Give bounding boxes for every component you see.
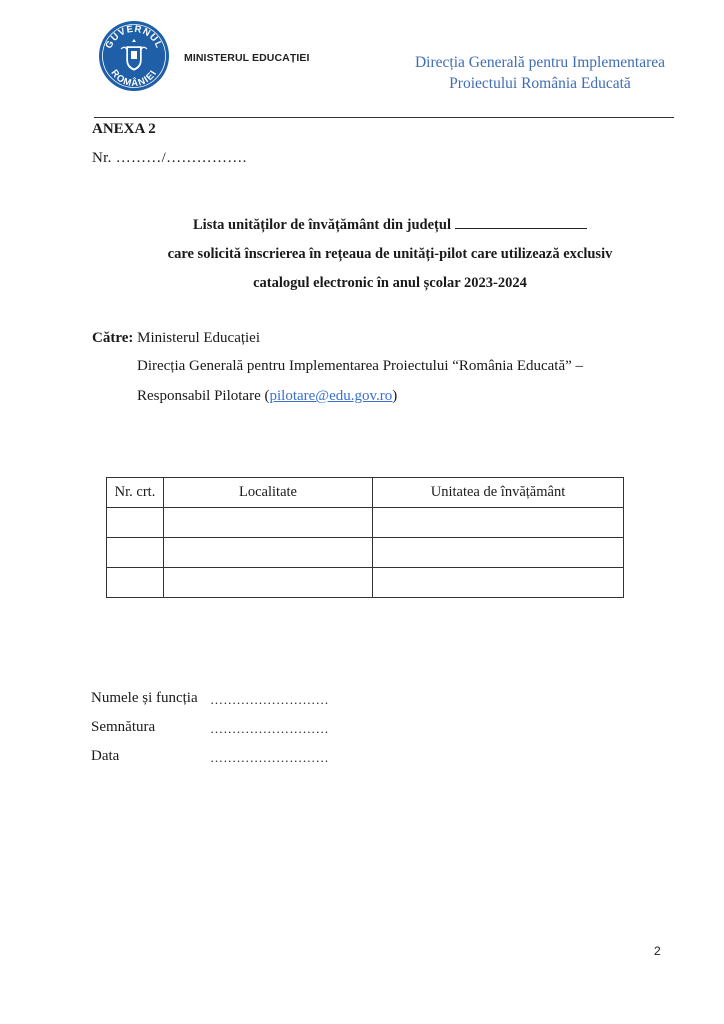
units-table — [106, 477, 624, 598]
government-seal-logo — [98, 20, 170, 92]
header-unitate: Unitatea de învățământ — [373, 478, 624, 508]
table-cell[interactable] — [373, 538, 624, 568]
registration-number: Nr. ………/……………. — [92, 150, 247, 166]
recipient-line — [92, 326, 260, 350]
date-field[interactable]: ……………………… — [210, 750, 329, 765]
table-row — [107, 568, 624, 598]
signature-field[interactable]: ……………………… — [210, 721, 329, 736]
table-cell[interactable] — [164, 568, 373, 598]
responsible-prefix: Responsabil Pilotare ( — [137, 388, 270, 404]
directorate-title-line2: Proiectului România Educată — [449, 75, 631, 92]
table-header-row — [107, 478, 624, 508]
header-localitate: Localitate — [164, 478, 373, 508]
signature-label: Semnătura — [91, 719, 156, 735]
table-cell[interactable] — [107, 538, 164, 568]
table-cell[interactable] — [373, 508, 624, 538]
header-divider — [94, 117, 674, 118]
logo-text-bottom: ROMÂNIEI — [108, 67, 160, 90]
ministry-name: MINISTERUL EDUCAȚIEI — [184, 52, 310, 64]
recipient-value: Ministerul Educației — [137, 330, 261, 346]
document-title — [110, 211, 670, 298]
table-row — [107, 538, 624, 568]
table-cell[interactable] — [164, 538, 373, 568]
table-cell[interactable] — [164, 508, 373, 538]
name-function-label: Numele și funcția — [91, 690, 198, 706]
header-nr-crt: Nr. crt. — [107, 478, 164, 508]
email-link[interactable]: pilotare@edu.gov.ro — [269, 388, 393, 404]
page-number: 2 — [654, 944, 661, 958]
name-function-field[interactable]: ……………………… — [210, 692, 329, 707]
recipient-responsible — [137, 388, 397, 405]
recipient-directorate: Direcția Generală pentru Implementarea Proiectului “România Educată” – — [137, 358, 584, 374]
title-line2: care solicită înscrierea în rețeaua de unități-pilot care utilizează exclusiv — [167, 246, 613, 262]
directorate-title-line1: Direcția Generală pentru Implementarea — [414, 54, 665, 71]
table-cell[interactable] — [107, 568, 164, 598]
responsible-suffix: ) — [392, 388, 398, 404]
title-line3: catalogul electronic în anul școlar 2023-2024 — [253, 275, 527, 291]
table-cell[interactable] — [107, 508, 164, 538]
title-line1: Lista unităților de învățământ din județul — [193, 217, 451, 233]
directorate-title — [360, 52, 720, 94]
table-row — [107, 508, 624, 538]
annex-label: ANEXA 2 — [92, 121, 156, 137]
date-label: Data — [91, 748, 120, 764]
table-cell[interactable] — [373, 568, 624, 598]
recipient-label: Către: — [92, 330, 134, 346]
county-blank-field[interactable] — [455, 216, 587, 229]
logo-text-top: GUVERNUL — [103, 23, 165, 51]
